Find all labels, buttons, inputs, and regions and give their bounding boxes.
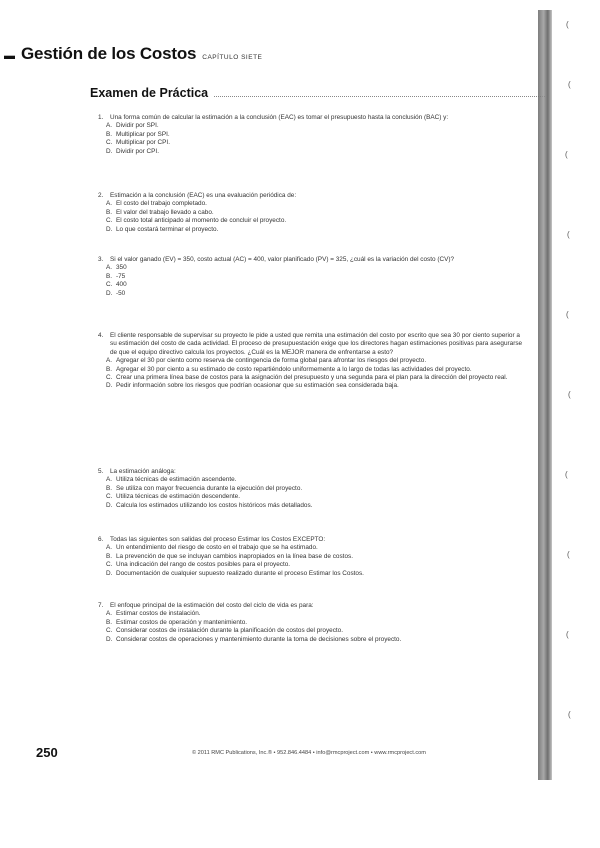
option-text: Un entendimiento del riesgo de costo en el trabajo que se ha estimado. — [116, 544, 318, 552]
option-letter: A. — [106, 476, 113, 484]
option-c — [106, 374, 528, 382]
binding-speck: ( — [568, 710, 571, 719]
question-number: 6. — [98, 536, 104, 543]
option-text: Considerar costos de operaciones y mantenimiento durante la toma de decisiones sobre el proyecto. — [116, 635, 402, 643]
question-number: 5. — [98, 468, 104, 475]
option-letter: A. — [106, 357, 113, 365]
binding-shadow — [538, 10, 552, 780]
option-c — [106, 561, 528, 569]
option-letter: C. — [106, 139, 113, 147]
question-text: El enfoque principal de la estimación del costo del ciclo de vida es para: — [110, 602, 314, 609]
binding-speck: ( — [565, 150, 568, 159]
option-text: Dividir por CPI. — [116, 147, 159, 155]
binding-speck: ( — [566, 20, 569, 29]
option-text: La prevención de que se incluyan cambios inapropiados en la línea base de costos. — [116, 552, 353, 560]
option-letter: B. — [106, 272, 113, 280]
question-number: 1. — [98, 114, 104, 121]
option-a — [106, 476, 528, 484]
binding-speck: ( — [568, 390, 571, 399]
option-b — [106, 485, 528, 493]
question-number: 7. — [98, 602, 104, 609]
option-letter: C. — [106, 281, 113, 289]
option-text: Documentación de cualquier supuesto realizado durante el proceso Estimar los Costos. — [116, 569, 364, 577]
question-text: Una forma común de calcular la estimación a la conclusión (EAC) es tomar el presupuesto hasta la conclusión (BAC) y: — [110, 114, 449, 121]
option-b — [106, 273, 528, 281]
header-mark-icon: ▬ — [4, 50, 15, 62]
option-letter: C. — [106, 627, 113, 635]
question-4 — [98, 332, 528, 391]
option-c — [106, 281, 528, 289]
option-letter: B. — [106, 552, 113, 560]
option-letter: B. — [106, 208, 113, 216]
option-d — [106, 382, 528, 390]
binding-speck: ( — [568, 80, 571, 89]
binding-speck: ( — [565, 470, 568, 479]
question-number: 3. — [98, 256, 104, 263]
option-letter: C. — [106, 561, 113, 569]
question-text: Estimación a la conclusión (EAC) es una evaluación periódica de: — [110, 192, 297, 199]
binding-speck: ( — [566, 310, 569, 319]
section-heading — [90, 86, 545, 100]
binding-speck: ( — [566, 630, 569, 639]
option-letter: D. — [106, 289, 113, 297]
option-a — [106, 544, 528, 552]
question-text: Todas las siguientes son salidas del proceso Estimar los Costos EXCEPTO: — [110, 536, 326, 543]
question-5 — [98, 468, 528, 510]
option-a — [106, 264, 528, 272]
option-a — [106, 610, 528, 618]
question-text: El cliente responsable de supervisar su proyecto le pide a usted que remita una estimación del costo por escrito que sea 30 por ciento superior a su estimación del costo de cada actividad. El proceso de presupuestación exige que los directores hagan estimaciones positivas para asegurarse de que el equipo directivo calcula los proyectos. ¿Cuál es la MEJOR manera de enfrentarse a esto? — [110, 332, 523, 356]
option-c — [106, 493, 528, 501]
option-d — [106, 636, 528, 644]
page-number: 250 — [36, 745, 58, 760]
option-text: Multiplicar por CPI. — [116, 139, 170, 147]
option-letter: D. — [106, 635, 113, 643]
option-text: El costo total anticipado al momento de concluir el proyecto. — [116, 217, 287, 225]
section-title: Examen de Práctica — [90, 86, 209, 100]
option-text: Estimar costos de instalación. — [116, 610, 201, 618]
question-number: 2. — [98, 192, 104, 199]
option-letter: B. — [106, 484, 113, 492]
chapter-title: Gestión de los Costos — [21, 44, 197, 63]
option-a — [106, 122, 528, 130]
option-letter: A. — [106, 610, 113, 618]
section-rule — [214, 96, 545, 97]
option-text: Utiliza técnicas de estimación descendente. — [116, 493, 240, 501]
option-letter: C. — [106, 493, 113, 501]
option-d — [106, 148, 528, 156]
option-d — [106, 226, 528, 234]
option-a — [106, 200, 528, 208]
option-text: Dividir por SPI. — [116, 122, 159, 130]
question-3 — [98, 256, 528, 298]
option-letter: D. — [106, 501, 113, 509]
option-c — [106, 217, 528, 225]
option-letter: D. — [106, 225, 113, 233]
option-a — [106, 357, 528, 365]
question-7 — [98, 602, 528, 644]
option-c — [106, 627, 528, 635]
option-d — [106, 502, 528, 510]
option-letter: C. — [106, 374, 113, 382]
chapter-subtitle: CAPÍTULO SIETE — [202, 54, 263, 61]
binding-speck: ( — [567, 230, 570, 239]
option-b — [106, 553, 528, 561]
option-letter: A. — [106, 200, 113, 208]
option-letter: A. — [106, 122, 113, 130]
option-text: Considerar costos de instalación durante la planificación de costos del proyecto. — [116, 627, 343, 635]
option-text: Estimar costos de operación y mantenimiento. — [116, 618, 248, 626]
option-b — [106, 131, 528, 139]
option-letter: B. — [106, 618, 113, 626]
option-letter: D. — [106, 147, 113, 155]
question-text: La estimación análoga: — [110, 468, 176, 475]
option-text: Utiliza técnicas de estimación ascendente. — [116, 476, 237, 484]
chapter-header — [4, 44, 262, 64]
question-text: Si el valor ganado (EV) = 350, costo actual (AC) = 400, valor planificado (PV) = 325, ¿cuál es la variación del costo (CV)? — [110, 256, 455, 263]
option-text: Se utiliza con mayor frecuencia durante la ejecución del proyecto. — [116, 484, 303, 492]
option-text: Calcula los estimados utilizando los costos históricos más detallados. — [116, 501, 313, 509]
option-letter: B. — [106, 130, 113, 138]
footer-credit: © 2011 RMC Publications, Inc.® • 952.846.4484 • info@rmcproject.com • www.rmcproject.com — [192, 750, 426, 756]
question-1 — [98, 114, 528, 156]
option-text: Pedir información sobre los riesgos que podrían ocasionar que su estimación sea considerada baja. — [116, 382, 399, 390]
option-text: 400 — [116, 281, 127, 289]
option-letter: D. — [106, 569, 113, 577]
binding-speck: ( — [567, 550, 570, 559]
option-b — [106, 209, 528, 217]
question-6 — [98, 536, 528, 578]
option-c — [106, 139, 528, 147]
question-number: 4. — [98, 332, 104, 339]
option-letter: A. — [106, 264, 113, 272]
option-text: Agregar el 30 por ciento a su estimado de costo repartiéndolo uniformemente a lo largo de todas las actividades del proyecto. — [116, 365, 472, 373]
option-text: Multiplicar por SPI. — [116, 130, 170, 138]
option-text: El costo del trabajo completado. — [116, 200, 207, 208]
scan-binding-edge — [538, 0, 600, 848]
option-letter: A. — [106, 544, 113, 552]
option-b — [106, 366, 528, 374]
option-d — [106, 290, 528, 298]
option-b — [106, 619, 528, 627]
option-text: Lo que costará terminar el proyecto. — [116, 225, 219, 233]
option-text: 350 — [116, 264, 127, 272]
option-letter: D. — [106, 382, 113, 390]
question-2 — [98, 192, 528, 234]
option-text: Una indicación del rango de costos posibles para el proyecto. — [116, 561, 291, 569]
option-text: Crear una primera línea base de costos para la asignación del presupuesto y una segunda para el plan para la dirección del proyecto real. — [116, 374, 508, 382]
option-text: -50 — [116, 289, 126, 297]
option-letter: B. — [106, 365, 113, 373]
option-letter: C. — [106, 217, 113, 225]
option-text: Agregar el 30 por ciento como reserva de contingencia de forma global para afrontar los riesgos del proyecto. — [116, 357, 427, 365]
option-text: El valor del trabajo llevado a cabo. — [116, 208, 214, 216]
option-text: -75 — [116, 272, 126, 280]
option-d — [106, 570, 528, 578]
